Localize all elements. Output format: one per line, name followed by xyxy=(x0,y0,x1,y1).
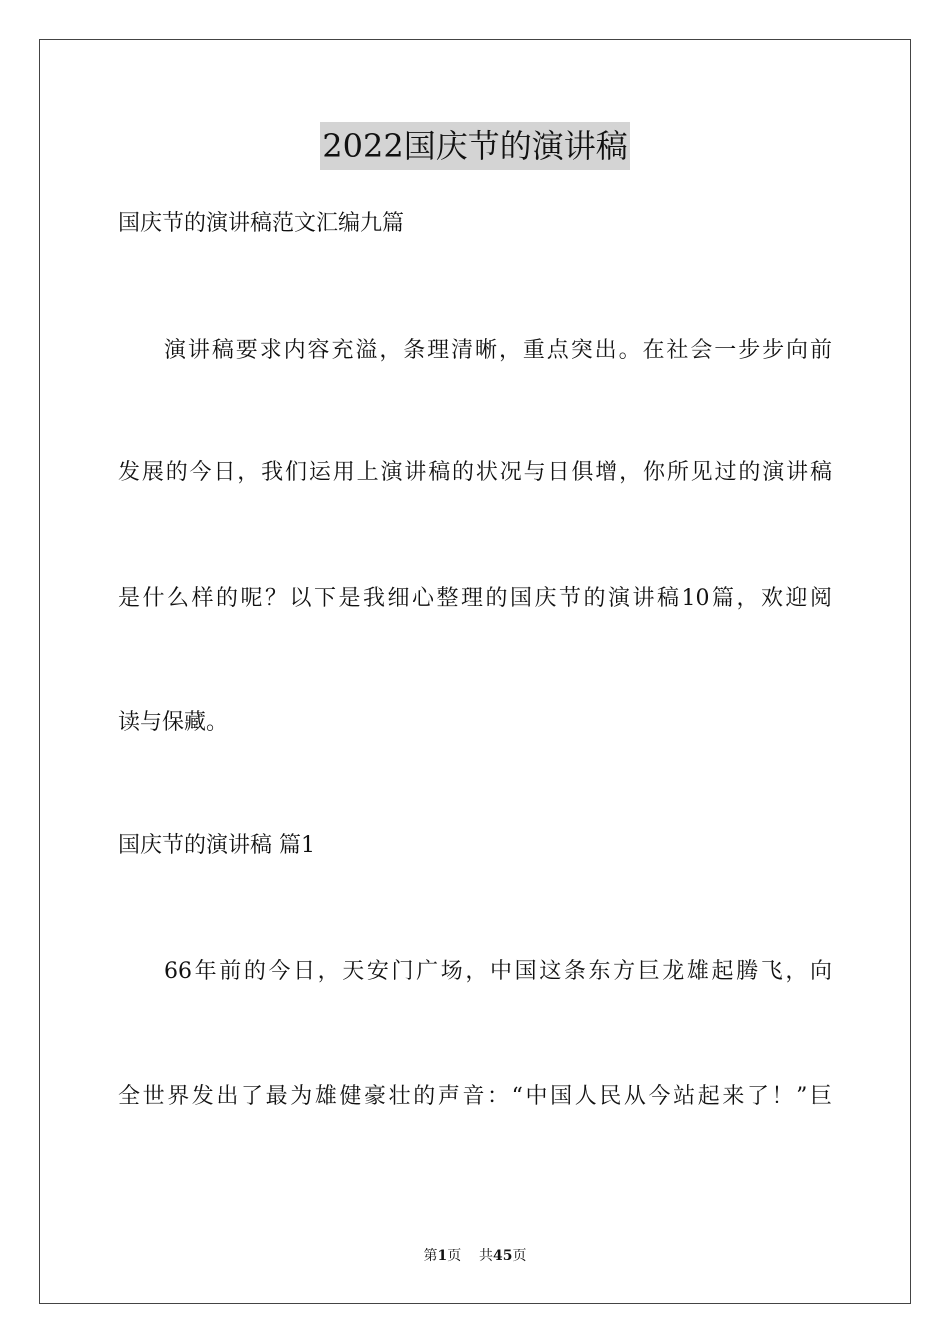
page-footer xyxy=(0,1246,950,1266)
document-title-container xyxy=(0,122,950,170)
footer-total-pages: 45 xyxy=(493,1248,513,1264)
footer-total-prefix: 共 xyxy=(479,1248,494,1264)
intro-line-3: 是什么样的呢？以下是我细心整理的国庆节的演讲稿10篇，欢迎阅 xyxy=(118,586,832,611)
footer-page-suffix: 页 xyxy=(447,1248,462,1264)
intro-line-1: 演讲稿要求内容充溢，条理清晰，重点突出。在社会一步步向前 xyxy=(164,338,832,363)
footer-page-prefix: 第 xyxy=(423,1248,438,1264)
intro-line-2: 发展的今日，我们运用上演讲稿的状况与日俱增，你所见过的演讲稿 xyxy=(118,460,832,485)
footer-total-suffix: 页 xyxy=(512,1248,527,1264)
footer-page-number: 1 xyxy=(437,1248,448,1264)
section-line-2: 全世界发出了最为雄健豪壮的声音：“中国人民从今站起来了！”巨 xyxy=(118,1084,832,1109)
intro-line-4: 读与保藏。 xyxy=(118,710,229,735)
document-title: 2022国庆节的演讲稿 xyxy=(320,122,629,170)
section-heading: 国庆节的演讲稿 篇1 xyxy=(118,833,315,858)
document-subtitle: 国庆节的演讲稿范文汇编九篇 xyxy=(118,211,405,236)
section-line-1: 66年前的今日，天安门广场，中国这条东方巨龙雄起腾飞，向 xyxy=(164,959,832,984)
